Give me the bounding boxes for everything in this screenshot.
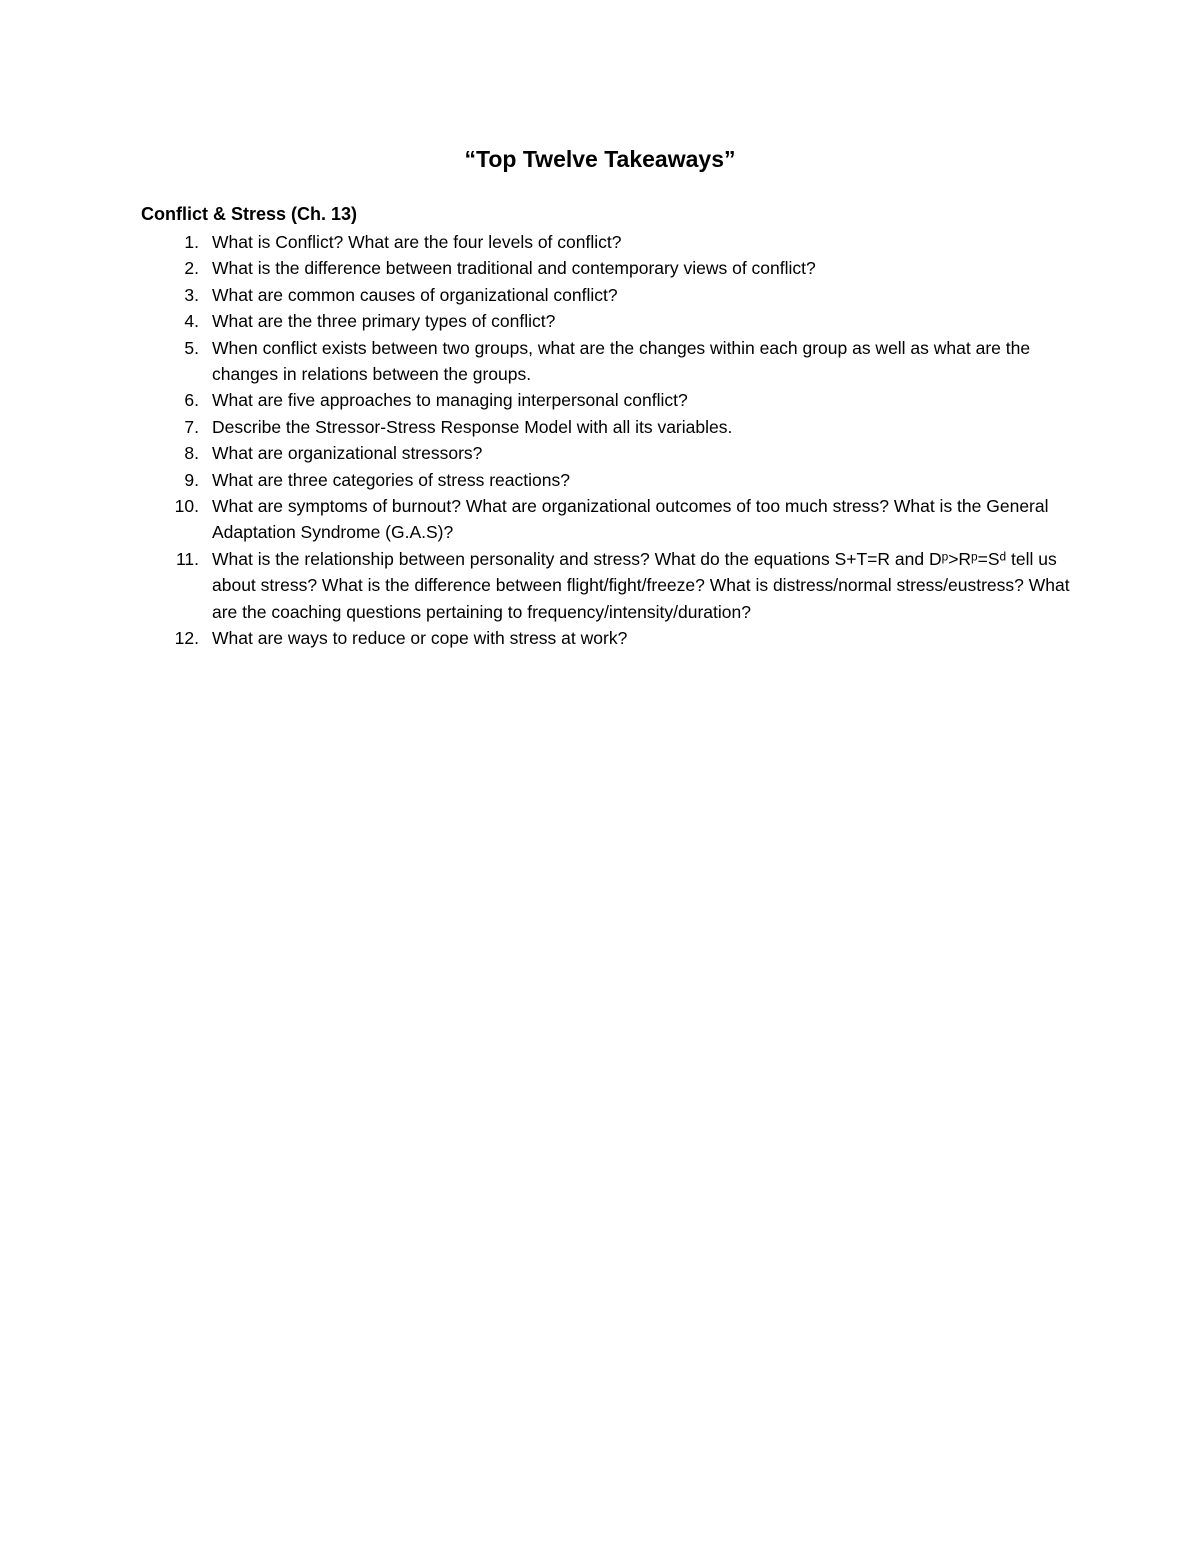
list-item [0, 255, 1200, 281]
list-item-text: Describe the Stressor-Stress Response Model with all its variables. [212, 416, 733, 437]
list-item-number: 1. [184, 232, 199, 252]
list-item [0, 440, 1200, 466]
list-item-text: What are the three primary types of conflict? [212, 311, 556, 332]
list-item-number: 3. [184, 284, 199, 305]
list-item-text: What are ways to reduce or cope with stress at work? [212, 628, 628, 649]
list-item-number: 10. [174, 496, 199, 517]
question-list [0, 229, 1200, 652]
list-item [0, 493, 1200, 546]
list-item-text: What are five approaches to managing interpersonal conflict? [212, 390, 688, 411]
section-heading: Conflict & Stress (Ch. 13) [141, 204, 358, 224]
list-item-number: 8. [184, 443, 199, 464]
list-item-number: 2. [184, 258, 199, 279]
list-item [0, 335, 1200, 388]
list-item [0, 387, 1200, 413]
list-item [0, 414, 1200, 440]
list-item-text: What are organizational stressors? [212, 443, 483, 464]
document-title: “Top Twelve Takeaways” [464, 146, 736, 172]
list-item-text: When conflict exists between two groups, what are the changes within each group as well as what are the changes in relations between the groups. [212, 337, 1031, 385]
list-item-number: 5. [184, 337, 199, 358]
list-item-text: What is the difference between traditional and contemporary views of conflict? [212, 258, 816, 279]
list-item [0, 467, 1200, 493]
list-item-text: What is Conflict? What are the four levels of conflict? [212, 232, 622, 252]
list-item [0, 546, 1200, 625]
list-item-number: 9. [184, 469, 199, 490]
list-item-number: 11. [175, 548, 199, 569]
list-item-text: What are common causes of organizational conflict? [212, 284, 618, 305]
list-item-text: What are three categories of stress reactions? [212, 469, 570, 490]
list-item-text: What is the relationship between personality and stress? What do the equations S+T=R and Dᵖ>Rᵖ=Sᵈ tell us about stress? What is the difference between flight/fight/freeze? What is distress/normal stress/eustress? What are the coaching questions pertaining to frequency/intensity/duration? [212, 548, 1070, 622]
list-item [0, 625, 1200, 651]
list-item-number: 7. [184, 416, 199, 437]
list-item-number: 4. [184, 311, 199, 332]
list-item-text: What are symptoms of burnout? What are organizational outcomes of too much stress? What is the General Adaptation Syndrome (G.A.S)? [212, 496, 1049, 543]
list-item-number: 6. [184, 390, 199, 411]
list-item [0, 308, 1200, 334]
list-item [0, 229, 1200, 255]
list-item [0, 282, 1200, 308]
list-item-number: 12. [174, 628, 199, 649]
